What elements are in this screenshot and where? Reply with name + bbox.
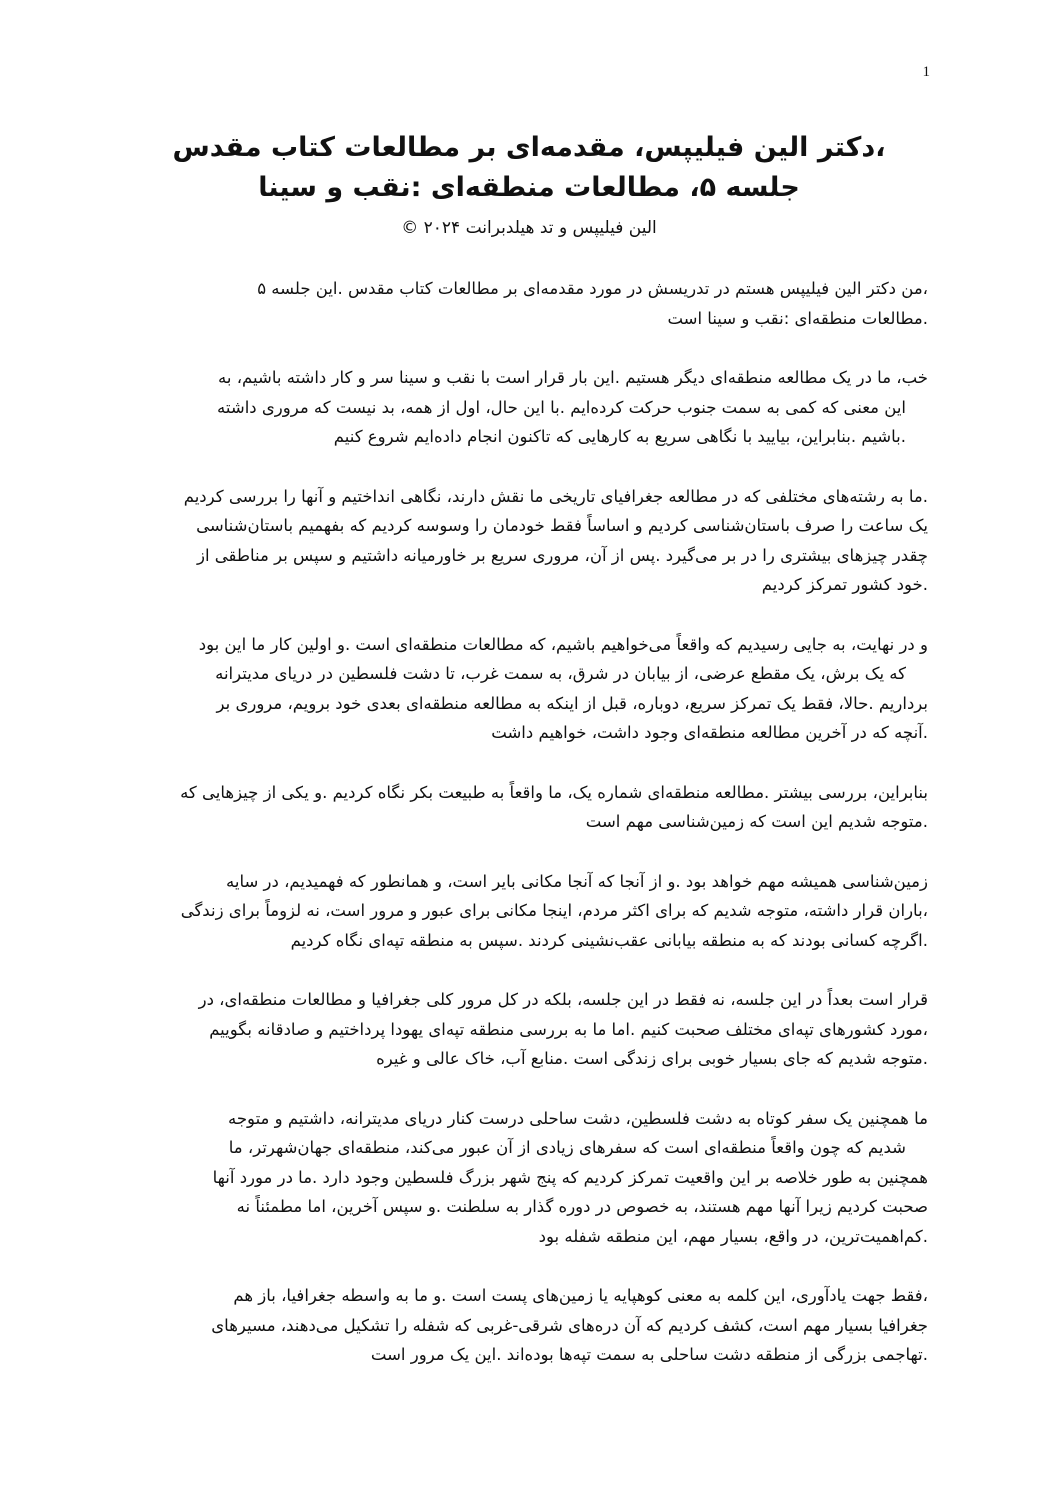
text-line: این معنی که کمی به سمت جنوب حرکت کرده‌ایم .با این حال، اول از همه، بد نیست که مروری داشته [217,397,906,417]
document-body [128,274,928,1400]
text-line: .ما به رشته‌های مختلفی که در مطالعه جغرافیای تاریخی ما نقش دارند، نگاهی انداختیم و آنها را بررسی کردیم [183,486,928,506]
text-line: صحبت کردیم زیرا آنها مهم هستند، به خصوص در دوره گذار به سلطنت .و سپس آخرین، اما مطمئناً نه [236,1197,928,1216]
text-line: ما همچنین یک سفر کوتاه به دشت فلسطین، دشت ساحلی درست کنار دریای مدیترانه، داشتیم و متوجه [228,1108,928,1128]
paragraph-8 [128,1104,928,1252]
text-line: .اگرچه کسانی بودند که به منطقه بیابانی عقب‌نشینی کردند .سپس به منطقه تپه‌ای نگاه کردیم [290,930,928,950]
text-line: و در نهایت، به جایی رسیدیم که واقعاً می‌خواهیم باشیم، که مطالعات منطقه‌ای است .و اولین کار ما این بود [198,634,928,654]
text-line: .تهاجمی بزرگی از منطقه دشت ساحلی به سمت تپه‌ها بوده‌اند .این یک مرور است [370,1345,928,1364]
text-line: .خود کشور تمرکز کردیم [761,575,928,594]
text-line: قرار است بعداً در این جلسه، نه فقط در این جلسه، بلکه در کل مرور کلی جغرافیا و مطالعات منطقه‌ای، در [198,990,928,1009]
text-line: برداریم .حالا، فقط یک تمرکز سریع، دوباره، قبل از اینکه به مطالعه منطقه‌ای بعدی خود برویم، مروری بر [216,693,928,713]
text-line: جغرافیا بسیار مهم است، کشف کردیم که آن دره‌های شرقی-غربی که شفله را تشکیل می‌دهند، مسیرهای [211,1315,928,1335]
text-line: ،باران قرار داشته، متوجه شدیم که برای اکثر مردم، اینجا مکانی برای عبور و مرور است، نه لزوماً برای زندگی [180,901,928,920]
text-line: خب، ما در یک مطالعه منطقه‌ای دیگر هستیم .این بار قرار است با نقب و سینا سر و کار داشته باشیم، به [218,368,928,387]
title-block [120,128,938,242]
text-line: .کم‌اهمیت‌ترین، در واقع، بسیار مهم، این منطقه شفله بود [538,1226,928,1246]
text-line: ،مورد کشورهای تپه‌ای مختلف صحبت کنیم .اما ما به بررسی منطقه تپه‌ای یهودا پرداختیم و صادقانه بگوییم [209,1019,928,1039]
document-title-line-2: جلسه ۵، مطالعات منطقه‌ای :نقب و سینا [258,172,800,203]
paragraph-5 [128,778,928,837]
text-line: زمین‌شناسی همیشه مهم خواهد بود .و از آنجا که آنجا مکانی بایر است، و همانطور که فهمیدیم، در سایه [226,871,928,891]
text-line: شدیم که چون واقعاً منطقه‌ای است که سفرهای زیادی از آن عبور می‌کند، منطقه‌ای جهان‌شهرتر، ما [228,1138,906,1157]
paragraph-7 [128,985,928,1074]
text-line: .آنچه که در آخرین مطالعه منطقه‌ای وجود داشت، خواهیم داشت [491,723,928,742]
paragraph-3 [128,482,928,600]
document-title-line-1: ،دکتر الین فیلیپس، مقدمه‌ای بر مطالعات کتاب مقدس [172,132,886,163]
paragraph-9 [128,1281,928,1370]
paragraph-6 [128,867,928,956]
text-line: همچنین به طور خلاصه بر این واقعیت تمرکز کردیم که پنج شهر بزرگ فلسطین وجود دارد .ما در مورد آنها [212,1167,928,1187]
paragraph-1 [128,274,928,333]
text-line: ،من دکتر الین فیلیپس هستم در تدریسش در مورد مقدمه‌ای بر مطالعات کتاب مقدس .این جلسه ۵ [257,279,928,298]
page-number: 1 [922,64,930,80]
paragraph-2 [128,363,928,452]
text-line: بنابراین، بررسی بیشتر .مطالعه منطقه‌ای شماره یک، ما واقعاً به طبیعت بکر نگاه کردیم .و یکی از چیزهایی که [180,782,928,802]
text-line: که یک برش، یک مقطع عرضی، از بیابان در شرق، به سمت غرب، تا دشت فلسطین در دریای مدیترانه [215,664,906,683]
text-line: .متوجه شدیم این است که زمین‌شناسی مهم است [585,812,928,831]
copyright-line: الین فیلیپس و تد هیلدبرانت ۲۰۲۴ © [401,218,657,238]
text-line: .مطالعات منطقه‌ای :نقب و سینا است [667,308,928,328]
text-line: .متوجه شدیم که جای بسیار خوبی برای زندگی است .منابع آب، خاک عالی و غیره [376,1049,928,1068]
text-line: یک ساعت را صرف باستان‌شناسی کردیم و اساساً فقط خودمان را وسوسه کردیم که بفهمیم باستان‌شناسی [196,516,928,535]
text-line: .باشیم .بنابراین، بیایید با نگاهی سریع به کارهایی که تاکنون انجام داده‌ایم شروع کنیم [333,427,906,446]
paragraph-4 [128,630,928,748]
text-line: ،فقط جهت یادآوری، این کلمه به معنی کوهپایه یا زمین‌های پست است .و ما به واسطه جغرافیا، باز هم [233,1286,928,1305]
text-line: چقدر چیزهای بیشتری را در بر می‌گیرد .پس از آن، مروری سریع بر خاورمیانه داشتیم و سپس بر مناطقی از [196,545,928,565]
